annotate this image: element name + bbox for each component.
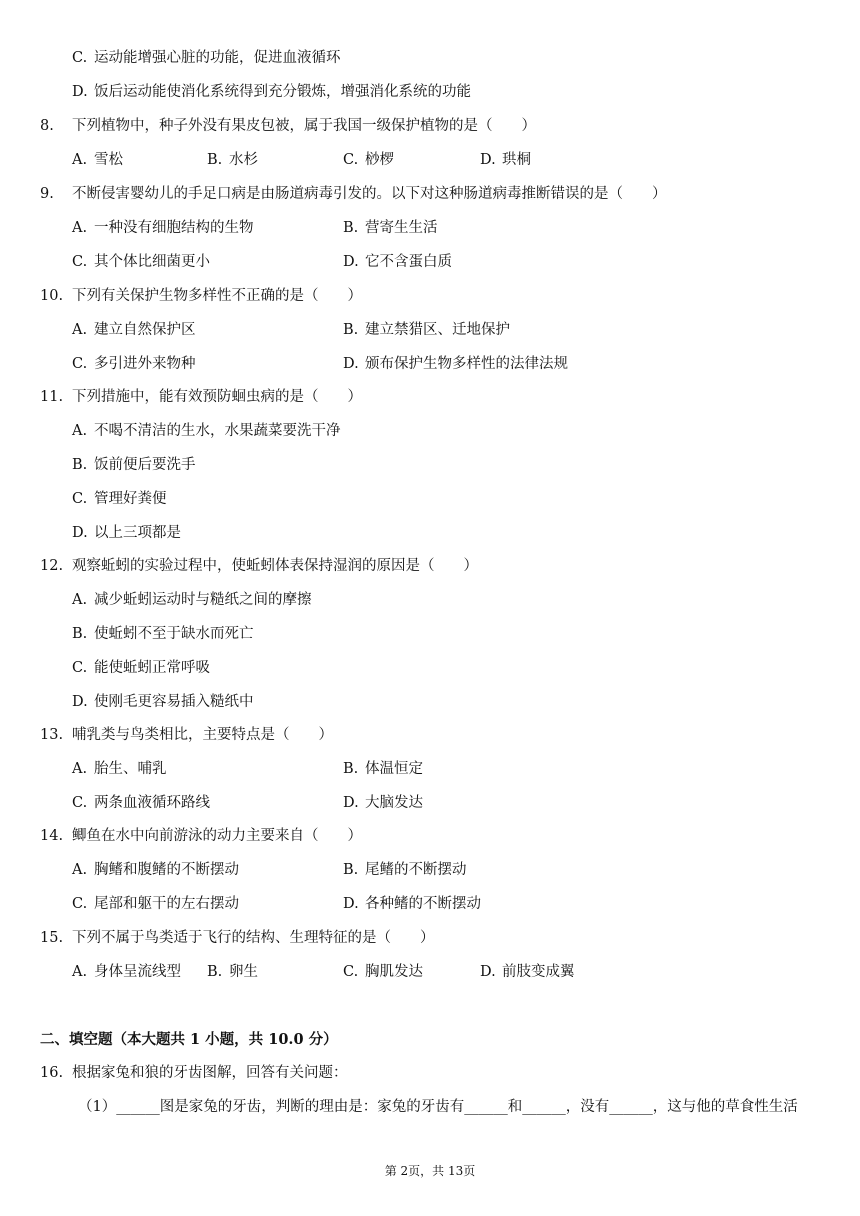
option-d: D. 它不含蛋白质 (343, 254, 452, 270)
option-c: C. 胸肌发达 (343, 964, 423, 980)
option-c: C. 其个体比细菌更小 (72, 254, 210, 270)
exam-page: C. 运动能增强心脏的功能，促进血液循环 D. 饭后运动能使消化系统得到充分锻炼，增强消化系统的功能 8. 下列植物中，种子外没有果皮包被，属于我国一级保护植物的是（ ） A. 雪松 B. 水杉 C. 桫椤 D. 珙桐 9. 不断侵害婴幼儿的手足口病是由肠道病毒引发的。以下对这种肠道病毒推断错误的是（ ） A. 一种没有细胞结构的生物 B. 营寄生生活 C. 其个体比细菌更小 D. 它不含蛋白质 10. 下列有关保护生物多样性不正确的是（ ） A. 建立自然保护区 B. 建立禁猎区、迁地保护 C. 多引进外来物种 D. 颁布保护生物多样性的法律法规 11. 下列措施中，能有效预防蛔虫病的是（ ） A. 不喝不清洁的生水，水果蔬菜要洗干净 B. 饭前便后要洗手 C. 管理好粪便 D. 以上三项都是 12. 观察蚯蚓的实验过程中，使蚯蚓体表保持湿润的原因是（ ） A. 减少蚯蚓运动时与糙纸之间的摩擦 B. 使蚯蚓不至于缺水而死亡 C. 能使蚯蚓正常呼吸 D. 使刚毛更容易插入糙纸中 13. 哺乳类与鸟类相比，主要特点是（ ） A. 胎生、哺乳 B. 体温恒定 C. 两条血液循环路线 D. 大脑发达 14. 鲫鱼在水中向前游泳的动力主要来自（ ） A. 胸鳍和腹鳍的不断摆动 B. 尾鳍的不断摆动 C. 尾部和躯干的左右摆动 D. 各种鳍的不断摆动 15. 下列不属于鸟类适于飞行的结构、生理特征的是（ ） A. 身体呈流线型 B. 卵生 C. 胸肌发达 D. 前肢变成翼 二、填空题（本大题共 1 小题，共 10.0 分） 16. 根据家兔和狼的牙齿图解，回答有关问题： （1）______图是家兔的牙齿，判断的理由是：家兔的牙齿有______和______，没有______，这与他的草食性生活 第 2页，共 13页 (0, 0, 860, 1216)
option-a: A. 雪松 (72, 152, 123, 168)
option-c: C. 尾部和躯干的左右摆动 (72, 896, 239, 912)
option-d: D. 珙桐 (480, 152, 531, 168)
option-c: C. 运动能增强心脏的功能，促进血液循环 (72, 50, 341, 66)
option-d: D. 大脑发达 (343, 795, 423, 811)
option-a: A. 减少蚯蚓运动时与糙纸之间的摩擦 (72, 592, 312, 608)
option-a: A. 胎生、哺乳 (72, 761, 167, 777)
option-d: D. 饭后运动能使消化系统得到充分锻炼，增强消化系统的功能 (72, 84, 471, 100)
option-b: B. 营寄生生活 (343, 220, 438, 236)
option-d: D. 各种鳍的不断摆动 (343, 896, 481, 912)
option-b: B. 饭前便后要洗手 (72, 457, 196, 473)
option-b: B. 水杉 (207, 152, 258, 168)
option-d: D. 前肢变成翼 (480, 964, 575, 980)
section-heading: 二、填空题（本大题共 1 小题，共 10.0 分） (40, 1031, 338, 1048)
option-d: D. 使刚毛更容易插入糙纸中 (72, 694, 254, 710)
option-b: B. 使蚯蚓不至于缺水而死亡 (72, 626, 254, 642)
option-d: D. 以上三项都是 (72, 525, 181, 541)
option-c: C. 两条血液循环路线 (72, 795, 210, 811)
option-a: A. 建立自然保护区 (72, 322, 196, 338)
page-footer: 第 2页，共 13页 (384, 1164, 476, 1178)
option-a: A. 胸鳍和腹鳍的不断摆动 (72, 862, 239, 878)
option-c: C. 多引进外来物种 (72, 356, 196, 372)
option-b: B. 体温恒定 (343, 761, 423, 777)
option-a: A. 一种没有细胞结构的生物 (72, 220, 254, 236)
option-b: B. 建立禁猎区、迁地保护 (343, 322, 510, 338)
option-a: A. 身体呈流线型 (72, 964, 181, 980)
option-c: C. 桫椤 (343, 152, 394, 168)
option-d: D. 颁布保护生物多样性的法律法规 (343, 356, 568, 372)
option-a: A. 不喝不清洁的生水，水果蔬菜要洗干净 (72, 423, 341, 439)
option-b: B. 卵生 (207, 964, 258, 980)
option-c: C. 能使蚯蚓正常呼吸 (72, 660, 210, 676)
option-c: C. 管理好粪便 (72, 491, 167, 507)
option-b: B. 尾鳍的不断摆动 (343, 862, 467, 878)
sub-question-1: （1）______图是家兔的牙齿，判断的理由是：家兔的牙齿有______和______，没有______，这与他的草食性生活 (78, 1099, 798, 1115)
